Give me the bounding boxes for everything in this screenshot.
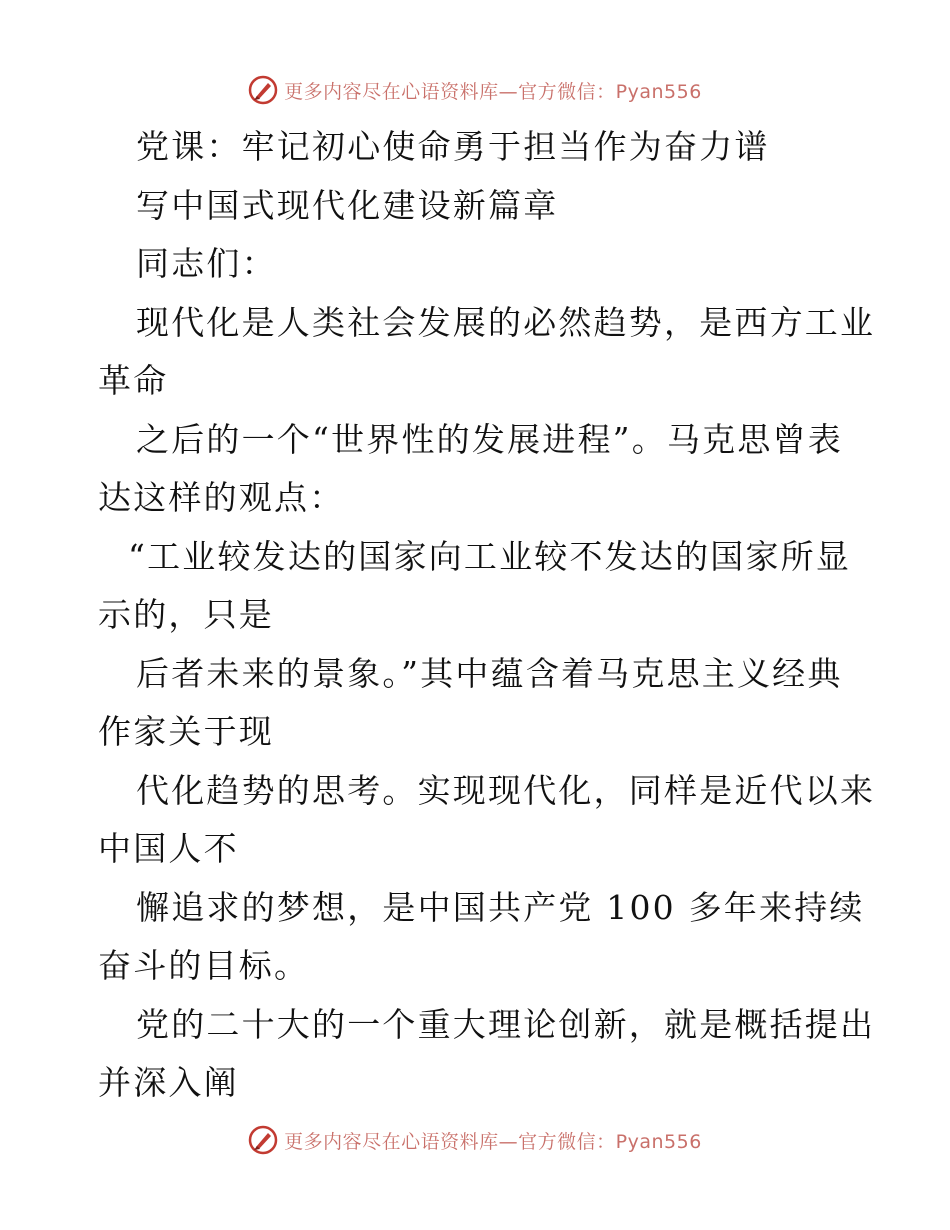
paragraph-line: 革命 — [98, 361, 169, 400]
watermark-text: 更多内容尽在心语资料库—官方微信：Pyan556 — [284, 1130, 702, 1153]
paragraph-line: 懈追求的梦想，是中国共产党 100 多年来持续 — [136, 887, 865, 927]
paragraph-line: 中国人不 — [98, 829, 239, 868]
title-line-1: 党课：牢记初心使命勇于担当作为奋力谱 — [136, 127, 770, 166]
paragraph-line: 作家关于现 — [98, 712, 274, 751]
paragraph-line: 现代化是人类社会发展的必然趋势，是西方工业 — [136, 302, 876, 342]
salutation: 同志们： — [136, 244, 277, 283]
paragraph-line: 党的二十大的一个重大理论创新，就是概括提出 — [136, 1004, 876, 1044]
paragraph-line: 代化趋势的思考。实现现代化，同样是近代以来 — [136, 770, 876, 810]
title-line-2: 写中国式现代化建设新篇章 — [136, 185, 559, 225]
header-watermark — [0, 70, 950, 110]
paragraph-line: 达这样的观点： — [98, 478, 345, 517]
quote-line: 示的，只是 — [98, 595, 274, 634]
quote-line: “工业较发达的国家向工业较不发达的国家所显 — [128, 536, 852, 576]
footer-watermark — [0, 1120, 950, 1160]
paragraph-line: 并深入阐 — [98, 1063, 239, 1102]
paragraph-line: 奋斗的目标。 — [98, 946, 310, 985]
document-body — [98, 118, 876, 1113]
pen-logo-icon — [248, 75, 278, 105]
pen-logo-icon — [248, 1125, 278, 1155]
paragraph-line: 后者未来的景象。”其中蕴含着马克思主义经典 — [136, 653, 843, 693]
watermark-text: 更多内容尽在心语资料库—官方微信：Pyan556 — [284, 80, 702, 103]
paragraph-line: 之后的一个“世界性的发展进程”。马克思曾表 — [136, 419, 843, 459]
